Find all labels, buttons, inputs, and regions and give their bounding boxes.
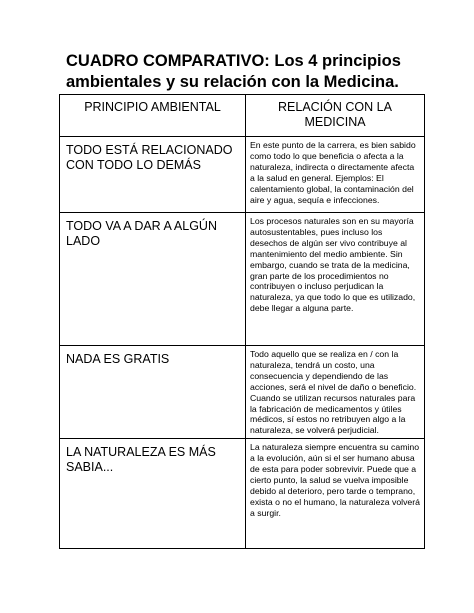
- principle-cell: LA NATURALEZA ES MÁS SABIA...: [60, 439, 246, 549]
- comparison-table: [59, 94, 425, 549]
- header-principle: PRINCIPIO AMBIENTAL: [60, 95, 246, 137]
- table-row: [60, 439, 425, 549]
- relation-cell: Todo aquello que se realiza en / con la naturaleza, tendrá un costo, una consecuencia y dependiendo de las acciones, será el nivel de daño o beneficio. Cuando se utilizan recursos naturales para la fabricación de medicamentos y útiles médicos, sí estos no retribuyen algo a la naturaleza, se volverá perjudicial.: [246, 346, 425, 439]
- principle-cell: NADA ES GRATIS: [60, 346, 246, 439]
- table-header-row: [60, 95, 425, 137]
- relation-cell: En este punto de la carrera, es bien sabido como todo lo que beneficia o afecta a la naturaleza, indirecta o directamente afecta a la salud en general. Ejemplos: El calentamiento global, la contaminación del aire y agua, sequía e infecciones.: [246, 137, 425, 213]
- relation-cell: La naturaleza siempre encuentra su camino a la evolución, aún si el ser humano abusa de esta para poder sobrevivir. Puede que a cierto punto, la salud se vuelva imposible debido al deterioro, pero tarde o temprano, exista o no el humano, la naturaleza volverá a surgir.: [246, 439, 425, 549]
- relation-cell: Los procesos naturales son en su mayoría autosustentables, pues incluso los desechos de algún ser vivo contribuye al mantenimiento del medio ambiente. Sin embargo, cuando se trata de la medicina, gran parte de los procedimientos no contribuyen o incluso perjudican la naturaleza, ya que todo lo que es utilizado, debe llegar a alguna parte.: [246, 213, 425, 346]
- document-title: CUADRO COMPARATIVO: Los 4 principios ambientales y su relación con la Medicina.: [66, 52, 401, 91]
- table-row: [60, 213, 425, 346]
- table-row: [60, 137, 425, 213]
- table-row: [60, 346, 425, 439]
- principle-cell: TODO VA A DAR A ALGÚN LADO: [60, 213, 246, 346]
- principle-cell: TODO ESTÁ RELACIONADO CON TODO LO DEMÁS: [60, 137, 246, 213]
- header-relation: RELACIÓN CON LA MEDICINA: [246, 95, 425, 137]
